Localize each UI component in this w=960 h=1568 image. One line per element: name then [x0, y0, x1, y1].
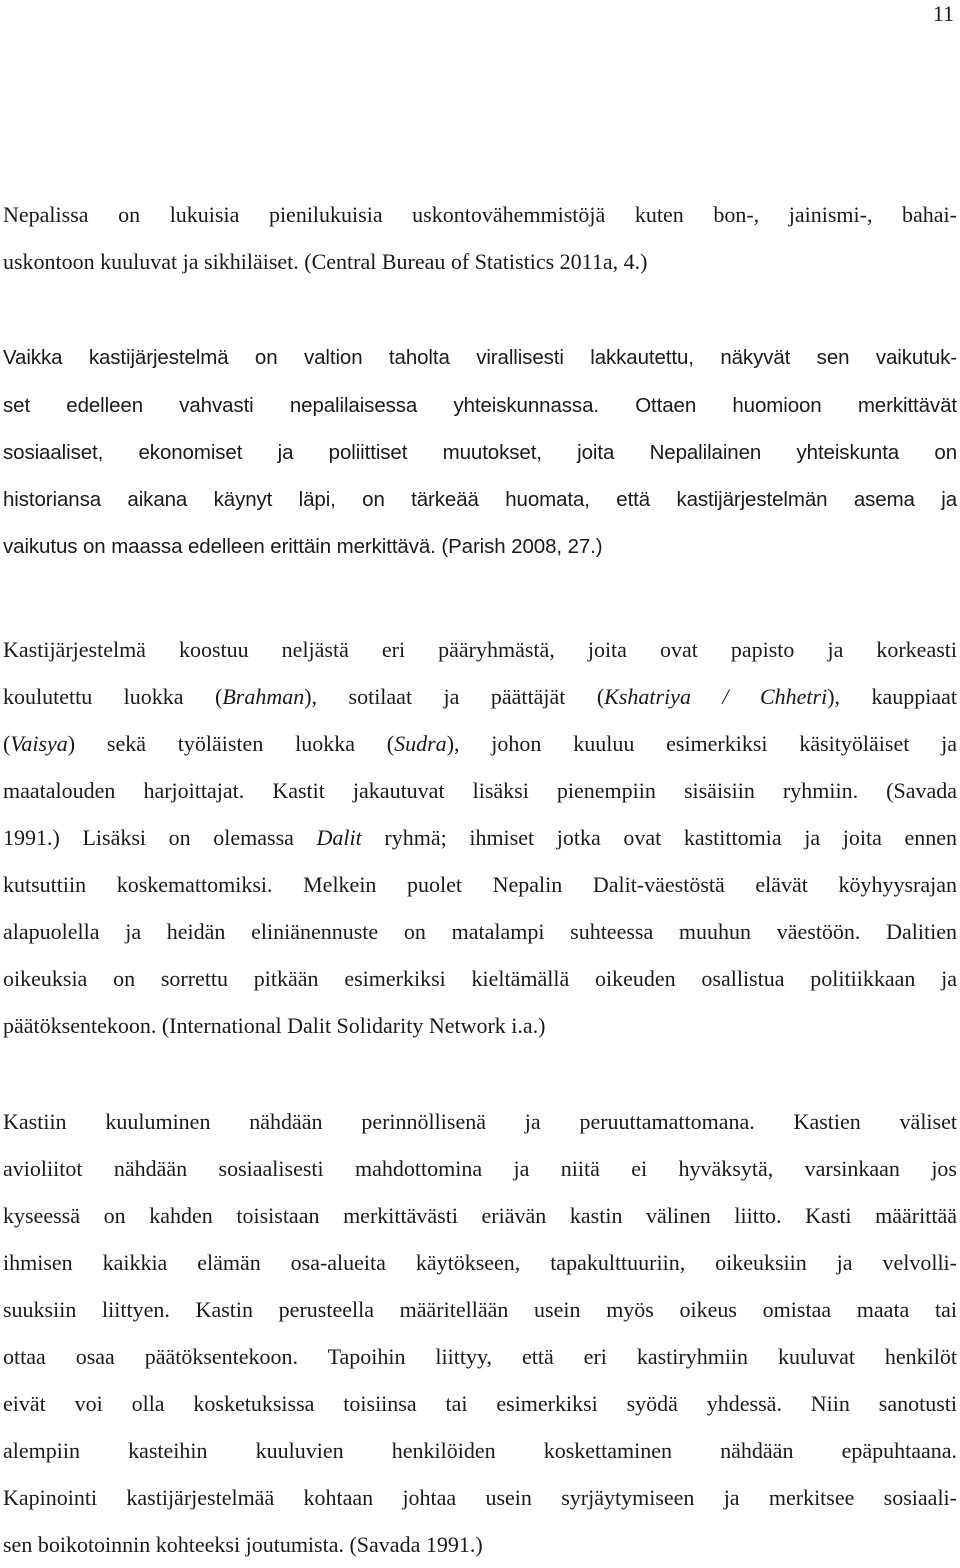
text-line: alapuolella ja heidän eliniänennuste on matalampi suhteessa muuhun väestöön. Dalitien — [3, 919, 957, 944]
text-segment: ), sotilaat ja päättäjät ( — [304, 684, 605, 709]
text-line: ihmisen kaikkia elämän osa-alueita käytökseen, tapakulttuuriin, oikeuksiin ja velvolli- — [3, 1250, 957, 1275]
text-line: alempiin kasteihin kuuluvien henkilöiden koskettaminen nähdään epäpuhtaana. — [3, 1438, 957, 1463]
text-line-mixed — [3, 720, 957, 767]
text-line: suuksiin liittyen. Kastin perusteella määritellään usein myös oikeus omistaa maata tai — [3, 1297, 957, 1322]
emphasis-vaisya: Vaisya — [10, 731, 68, 756]
text-line: Kastijärjestelmä koostuu neljästä eri pääryhmästä, joita ovat papisto ja korkeasti — [3, 637, 957, 662]
text-line: Vaikka kastijärjestelmä on valtion taholta virallisesti lakkautettu, näkyvät sen vaikutuk- — [3, 346, 957, 369]
text-line: oikeuksia on sorrettu pitkään esimerkiksi kieltämällä oikeuden osallistua politiikkaan ja — [3, 966, 957, 991]
text-line: sosiaaliset, ekonomiset ja poliittiset muutokset, joita Nepalilainen yhteiskunta on — [3, 441, 957, 464]
text-line: ottaa osaa päätöksentekoon. Tapoihin liittyy, että eri kastiryhmiin kuuluvat henkilöt — [3, 1344, 957, 1369]
paragraph-4 — [3, 1098, 957, 1568]
text-line-mixed — [3, 673, 957, 720]
text-line: uskontoon kuuluvat ja sikhiläiset. (Central Bureau of Statistics 2011a, 4.) — [3, 249, 648, 274]
text-segment: ryhmä; ihmiset jotka ovat kastittomia ja joita ennen — [361, 825, 957, 850]
page-number: 11 — [932, 1, 954, 26]
emphasis-dalit: Dalit — [316, 825, 362, 850]
emphasis-kshatriya: Kshatriya / Chhetri — [604, 684, 828, 709]
text-line: päätöksentekoon. (International Dalit Solidarity Network i.a.) — [3, 1013, 546, 1038]
text-segment: set edelleen vahvasti nepalilaisessa yhteiskunnassa. — [3, 394, 599, 417]
text-line-mixed — [3, 381, 957, 429]
text-line-mixed — [3, 814, 957, 861]
paragraph-2 — [3, 334, 957, 570]
text-line: eivät voi olla kosketuksissa toisiinsa tai esimerkiksi syödä yhdessä. Niin sanotusti — [3, 1391, 957, 1416]
text-segment: ( — [3, 731, 11, 756]
text-segment: Ottaen huomioon merkittävät — [598, 394, 957, 417]
emphasis-sudra: Sudra — [394, 731, 447, 756]
text-segment: ), kauppiaat — [827, 684, 958, 709]
text-line: Kapinointi kastijärjestelmää kohtaan johtaa usein syrjäytymiseen ja merkitsee sosiaali- — [3, 1485, 957, 1510]
text-segment: 1991.) Lisäksi on olemassa — [3, 825, 317, 850]
emphasis-brahman: Brahman — [222, 684, 305, 709]
text-line: avioliitot nähdään sosiaalisesti mahdottomina ja niitä ei hyväksytä, varsinkaan jos — [3, 1156, 957, 1181]
text-segment: ) sekä työläisten luokka ( — [67, 731, 395, 756]
text-line: sen boikotoinnin kohteeksi joutumista. (Savada 1991.) — [3, 1532, 483, 1557]
text-line: kyseessä on kahden toisistaan merkittävästi eriävän kastin välinen liitto. Kasti määrittää — [3, 1203, 957, 1228]
text-segment: ), johon kuuluu esimerkiksi käsityöläiset ja — [446, 731, 957, 756]
paragraph-1 — [3, 191, 957, 285]
text-line: historiansa aikana käynyt läpi, on tärkeää huomata, että kastijärjestelmän asema ja — [3, 488, 957, 511]
text-line: Kastiin kuuluminen nähdään perinnöllisenä ja peruuttamattomana. Kastien väliset — [3, 1109, 957, 1134]
text-line: Nepalissa on lukuisia pienilukuisia uskontovähemmistöjä kuten bon-, jainismi-, bahai- — [3, 202, 957, 227]
text-line: vaikutus on maassa edelleen erittäin merkittävä. (Parish 2008, 27.) — [3, 535, 603, 558]
text-line: maatalouden harjoittajat. Kastit jakautuvat lisäksi pienempiin sisäisiin ryhmiin. (Savada — [3, 778, 957, 803]
text-segment: koulutettu luokka ( — [3, 684, 223, 709]
paragraph-3 — [3, 626, 957, 1049]
text-line: kutsuttiin koskemattomiksi. Melkein puolet Nepalin Dalit-väestöstä elävät köyhyysrajan — [3, 872, 957, 897]
